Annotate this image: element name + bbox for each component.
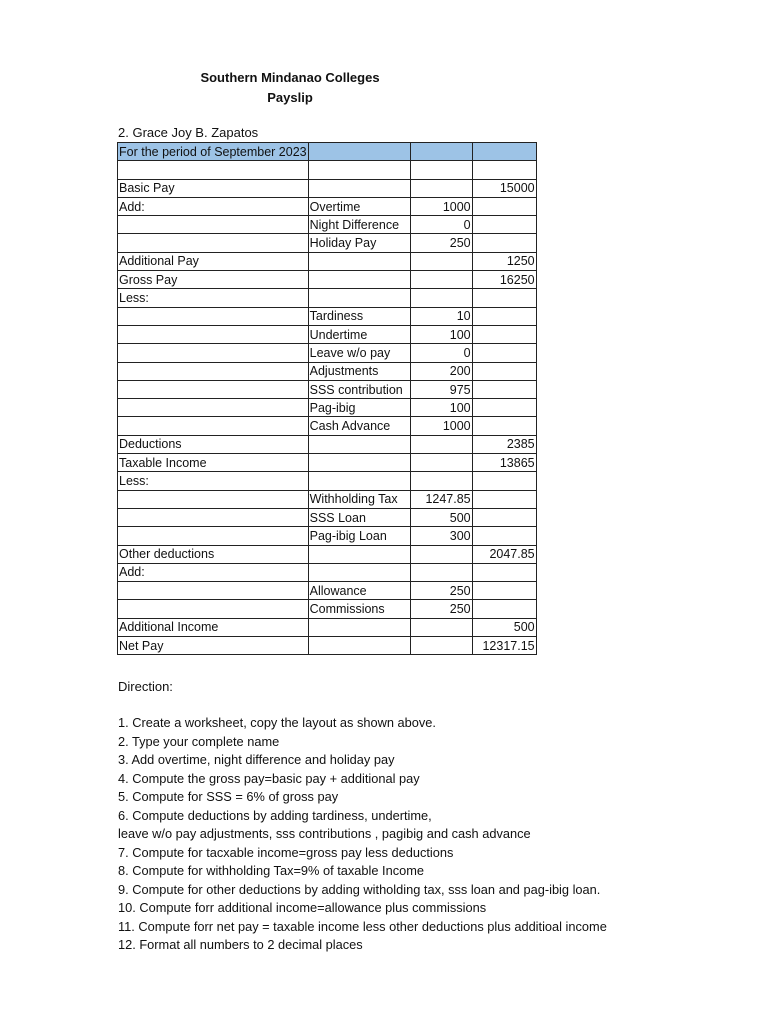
row-label: Basic Pay — [118, 179, 309, 197]
row-label: Deductions — [118, 435, 309, 453]
row-total — [472, 472, 536, 490]
payslip-row — [118, 252, 537, 270]
row-label: Less: — [118, 289, 309, 307]
row-amount — [410, 179, 472, 197]
period-label: For the period of September 2023 — [119, 144, 307, 159]
row-total — [472, 563, 536, 581]
direction-heading: Direction: — [118, 679, 173, 694]
direction-item: 10. Compute forr additional income=allowance plus commissions — [118, 900, 487, 915]
row-label: Less: — [118, 472, 309, 490]
row-item: Overtime — [308, 197, 410, 215]
row-label — [118, 362, 309, 380]
payslip-row — [118, 289, 537, 307]
employee-name: 2. Grace Joy B. Zapatos — [118, 125, 259, 140]
direction-item: 7. Compute for tacxable income=gross pay less deductions — [118, 844, 454, 860]
row-label — [118, 380, 309, 398]
row-item — [308, 252, 410, 270]
row-label: Taxable Income — [118, 454, 309, 472]
payslip-row — [118, 234, 537, 252]
row-amount: 300 — [410, 527, 472, 545]
row-item — [308, 179, 410, 197]
row-label: Gross Pay — [118, 271, 309, 289]
direction-item: 5. Compute for SSS = 6% of gross pay — [118, 789, 339, 804]
payslip-row — [118, 600, 537, 618]
row-label — [118, 399, 309, 417]
payslip-row — [118, 582, 537, 600]
row-label — [118, 508, 309, 526]
row-total: 12317.15 — [472, 637, 536, 655]
direction-item: 9. Compute for other deductions by adding witholding tax, sss loan and pag-ibig loan. — [118, 881, 601, 897]
row-label — [118, 600, 309, 618]
row-label — [118, 216, 309, 234]
period-row — [118, 143, 537, 161]
row-total — [472, 289, 536, 307]
row-total: 2385 — [472, 435, 536, 453]
payslip-row — [118, 179, 537, 197]
row-total — [472, 600, 536, 618]
row-total: 1250 — [472, 252, 536, 270]
row-amount: 200 — [410, 362, 472, 380]
row-total — [472, 490, 536, 508]
payslip-row — [118, 216, 537, 234]
row-amount: 0 — [410, 216, 472, 234]
row-amount: 500 — [410, 508, 472, 526]
row-item: Undertime — [308, 325, 410, 343]
row-amount: 1000 — [410, 197, 472, 215]
payslip-row — [118, 545, 537, 563]
row-label — [118, 344, 309, 362]
row-total — [472, 234, 536, 252]
payslip-row — [118, 637, 537, 655]
row-amount: 250 — [410, 234, 472, 252]
row-label — [118, 527, 309, 545]
payslip-row — [118, 435, 537, 453]
row-item: SSS contribution — [308, 380, 410, 398]
row-total — [472, 325, 536, 343]
row-item: SSS Loan — [308, 508, 410, 526]
direction-item: 12. Format all numbers to 2 decimal places — [118, 937, 363, 952]
row-item: Adjustments — [308, 362, 410, 380]
row-total — [472, 161, 536, 179]
document-title: Payslip — [267, 90, 313, 105]
row-amount — [410, 454, 472, 472]
payslip-row — [118, 508, 537, 526]
row-amount: 1247.85 — [410, 490, 472, 508]
row-total — [472, 216, 536, 234]
payslip-row — [118, 325, 537, 343]
row-total — [472, 344, 536, 362]
row-total — [472, 380, 536, 398]
direction-item: 8. Compute for withholding Tax=9% of taxable Income — [118, 863, 425, 878]
direction-list — [118, 714, 607, 955]
row-item: Night Difference — [308, 216, 410, 234]
row-amount: 100 — [410, 399, 472, 417]
payslip-row — [118, 197, 537, 215]
payslip-row — [118, 490, 537, 508]
row-item — [308, 618, 410, 636]
row-amount — [410, 271, 472, 289]
row-amount: 1000 — [410, 417, 472, 435]
row-item: Cash Advance — [308, 417, 410, 435]
row-amount — [410, 618, 472, 636]
school-name: Southern Mindanao Colleges — [200, 70, 380, 85]
row-total — [472, 307, 536, 325]
row-item — [308, 161, 410, 179]
row-total — [472, 399, 536, 417]
row-label — [118, 325, 309, 343]
row-amount: 250 — [410, 582, 472, 600]
payslip-row — [118, 527, 537, 545]
row-item — [308, 454, 410, 472]
direction-item: 6. Compute deductions by adding tardiness, undertime, — [118, 807, 432, 823]
row-label — [118, 582, 309, 600]
period-cell-empty — [308, 143, 410, 161]
row-total: 2047.85 — [472, 545, 536, 563]
row-label — [118, 234, 309, 252]
row-total — [472, 417, 536, 435]
payslip-row — [118, 161, 537, 179]
row-item: Holiday Pay — [308, 234, 410, 252]
row-amount: 975 — [410, 380, 472, 398]
row-label: Additional Pay — [118, 252, 309, 270]
payslip-row — [118, 362, 537, 380]
row-item: Allowance — [308, 582, 410, 600]
row-amount — [410, 472, 472, 490]
row-label — [118, 490, 309, 508]
row-amount — [410, 563, 472, 581]
period-cell-empty — [410, 143, 472, 161]
period-cell-empty — [472, 143, 536, 161]
row-item — [308, 435, 410, 453]
row-item: Tardiness — [308, 307, 410, 325]
row-item — [308, 545, 410, 563]
payslip-row — [118, 399, 537, 417]
direction-item: 2. Type your complete name — [118, 733, 280, 749]
row-label: Net Pay — [118, 637, 309, 655]
row-label: Additional Income — [118, 618, 309, 636]
row-item — [308, 472, 410, 490]
row-amount — [410, 161, 472, 179]
direction-item: 11. Compute forr net pay = taxable income less other deductions plus additioal income — [118, 918, 607, 934]
payslip-row — [118, 380, 537, 398]
row-label — [118, 307, 309, 325]
row-amount — [410, 289, 472, 307]
row-total — [472, 362, 536, 380]
row-amount — [410, 252, 472, 270]
direction-item: leave w/o pay adjustments, sss contributions , pagibig and cash advance — [118, 826, 531, 841]
payslip-row — [118, 344, 537, 362]
row-label: Add: — [118, 563, 309, 581]
row-amount: 250 — [410, 600, 472, 618]
direction-item: 4. Compute the gross pay=basic pay + additional pay — [118, 770, 420, 786]
payslip-row — [118, 454, 537, 472]
row-amount — [410, 637, 472, 655]
row-label: Add: — [118, 197, 309, 215]
row-item: Leave w/o pay — [308, 344, 410, 362]
row-item — [308, 563, 410, 581]
payslip-row — [118, 307, 537, 325]
row-total — [472, 582, 536, 600]
row-total: 16250 — [472, 271, 536, 289]
row-item: Commissions — [308, 600, 410, 618]
row-item — [308, 289, 410, 307]
row-total: 15000 — [472, 179, 536, 197]
row-amount — [410, 435, 472, 453]
payslip-row — [118, 618, 537, 636]
payslip-row — [118, 417, 537, 435]
row-total — [472, 527, 536, 545]
payslip-row — [118, 472, 537, 490]
direction-item: 3. Add overtime, night difference and holiday pay — [118, 752, 395, 767]
row-label — [118, 417, 309, 435]
row-item: Withholding Tax — [308, 490, 410, 508]
direction-item: 1. Create a worksheet, copy the layout as shown above. — [118, 715, 436, 730]
row-label — [118, 161, 309, 179]
row-amount — [410, 545, 472, 563]
row-amount: 0 — [410, 344, 472, 362]
row-total — [472, 197, 536, 215]
row-item — [308, 637, 410, 655]
payslip-table — [117, 142, 537, 655]
period-cell — [118, 143, 309, 161]
row-total: 500 — [472, 618, 536, 636]
row-label: Other deductions — [118, 545, 309, 563]
row-item: Pag-ibig — [308, 399, 410, 417]
row-item: Pag-ibig Loan — [308, 527, 410, 545]
row-amount: 100 — [410, 325, 472, 343]
payslip-row — [118, 563, 537, 581]
row-item — [308, 271, 410, 289]
payslip-row — [118, 271, 537, 289]
row-total: 13865 — [472, 454, 536, 472]
row-amount: 10 — [410, 307, 472, 325]
row-total — [472, 508, 536, 526]
